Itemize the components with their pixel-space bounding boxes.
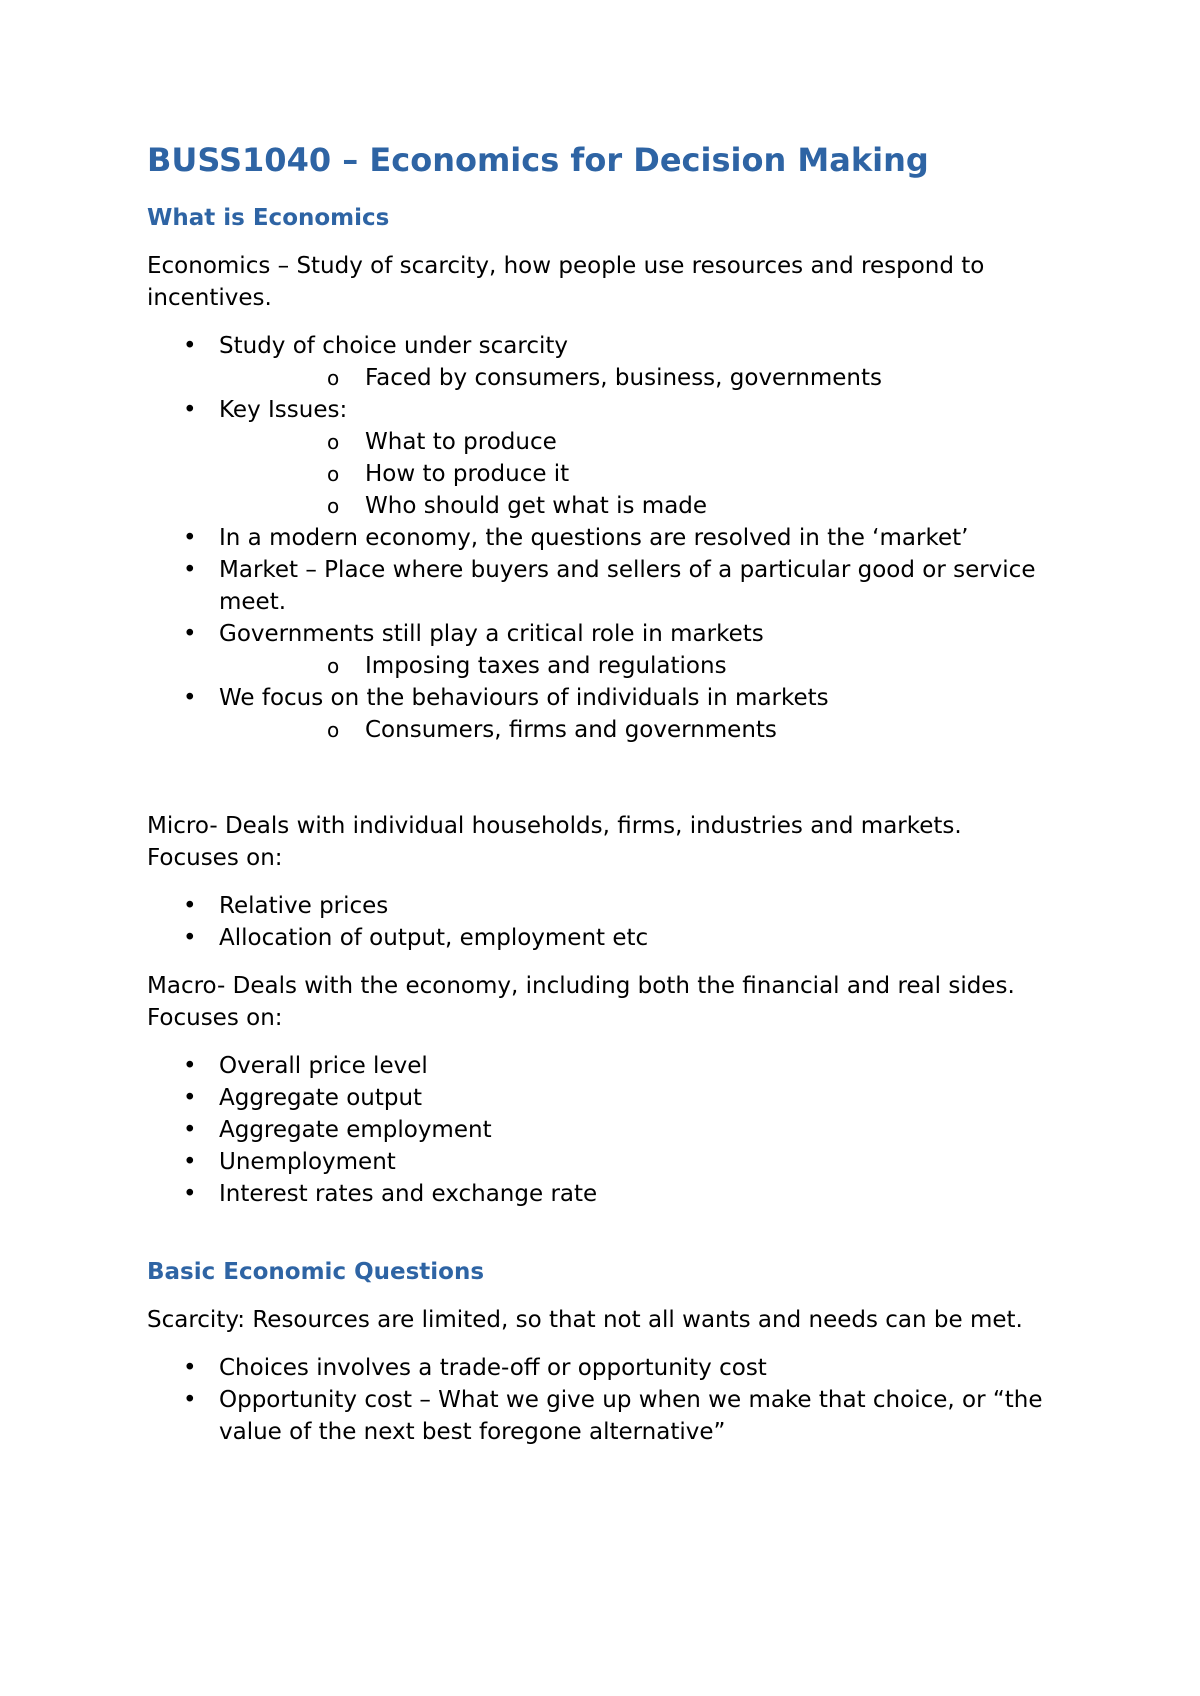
spacer [147,1226,1047,1258]
list-item [147,554,1047,618]
macro-definition: Macro- Deals with the economy, including both the financial and real sides. Focuses on: [147,972,1015,1031]
heading-what-is-economics: What is Economics [147,205,390,231]
basic-questions-list [147,1352,1047,1448]
bullet-icon: • [183,924,197,951]
sub-list-item-text: How to produce it [365,460,570,487]
circle-bullet-icon: o [327,365,340,390]
document-title: BUSS1040 – Economics for Decision Making [147,141,929,179]
list-item [147,1178,1047,1210]
sub-list-item-text: Imposing taxes and regulations [365,652,727,679]
sub-list-item [219,426,1047,458]
sub-list-item [219,458,1047,490]
circle-bullet-icon: o [327,429,340,454]
list-item-text: Aggregate output [219,1084,423,1111]
list-item [147,682,1047,746]
bullet-icon: • [183,1116,197,1143]
list-item-text: Governments still play a critical role in markets [219,620,764,647]
sub-list [219,714,1047,746]
list-item [147,618,1047,682]
circle-bullet-icon: o [327,461,340,486]
sub-list-item [219,490,1047,522]
list-item [147,890,1047,922]
list-item-text: Key Issues: [219,396,348,423]
spacer [147,762,1047,810]
list-item [147,522,1047,554]
list-item-text: Choices involves a trade-off or opportunity cost [219,1354,767,1381]
what-is-economics-list [147,330,1047,746]
list-item-text: Relative prices [219,892,389,919]
sub-list [219,650,1047,682]
bullet-icon: • [183,1084,197,1111]
bullet-icon: • [183,684,197,711]
list-item-text: Interest rates and exchange rate [219,1180,598,1207]
circle-bullet-icon: o [327,653,340,678]
list-item [147,1114,1047,1146]
list-item-text: Market – Place where buyers and sellers of a particular good or service meet. [219,556,1036,615]
circle-bullet-icon: o [327,493,340,518]
list-item-text: Study of choice under scarcity [219,332,568,359]
micro-definition: Micro- Deals with individual households, firms, industries and markets. Focuses on: [147,812,962,871]
sub-list [219,362,1047,394]
list-item-text: Allocation of output, employment etc [219,924,649,951]
macro-focus-list [147,1050,1047,1210]
sub-list-item [219,650,1047,682]
bullet-icon: • [183,1052,197,1079]
bullet-icon: • [183,332,197,359]
list-item-text: In a modern economy, the questions are resolved in the ‘market’ [219,524,969,551]
sub-list-item [219,714,1047,746]
economics-definition: Economics – Study of scarcity, how people use resources and respond to incentives. [147,252,985,311]
scarcity-definition: Scarcity: Resources are limited, so that not all wants and needs can be met. [147,1306,1023,1333]
bullet-icon: • [183,524,197,551]
list-item [147,1352,1047,1384]
list-item [147,922,1047,954]
list-item-text: Opportunity cost – What we give up when we make that choice, or “the value of the next best foregone alternative” [219,1386,1043,1445]
document-page [147,140,1047,1464]
bullet-icon: • [183,396,197,423]
sub-list-item-text: Who should get what is made [365,492,708,519]
list-item [147,1146,1047,1178]
circle-bullet-icon: o [327,717,340,742]
list-item [147,1082,1047,1114]
bullet-icon: • [183,556,197,583]
sub-list-item-text: Consumers, firms and governments [365,716,777,743]
sub-list [219,426,1047,522]
list-item [147,1050,1047,1082]
bullet-icon: • [183,892,197,919]
list-item-text: Aggregate employment [219,1116,492,1143]
list-item [147,330,1047,394]
sub-list-item-text: What to produce [365,428,557,455]
bullet-icon: • [183,620,197,647]
bullet-icon: • [183,1354,197,1381]
bullet-icon: • [183,1180,197,1207]
bullet-icon: • [183,1386,197,1413]
sub-list-item-text: Faced by consumers, business, governments [365,364,882,391]
heading-basic-economic-questions: Basic Economic Questions [147,1258,485,1285]
list-item [147,394,1047,522]
sub-list-item [219,362,1047,394]
list-item-text: Overall price level [219,1052,428,1079]
list-item-text: We focus on the behaviours of individuals in markets [219,684,829,711]
micro-focus-list [147,890,1047,954]
bullet-icon: • [183,1148,197,1175]
list-item [147,1384,1047,1448]
list-item-text: Unemployment [219,1148,396,1175]
